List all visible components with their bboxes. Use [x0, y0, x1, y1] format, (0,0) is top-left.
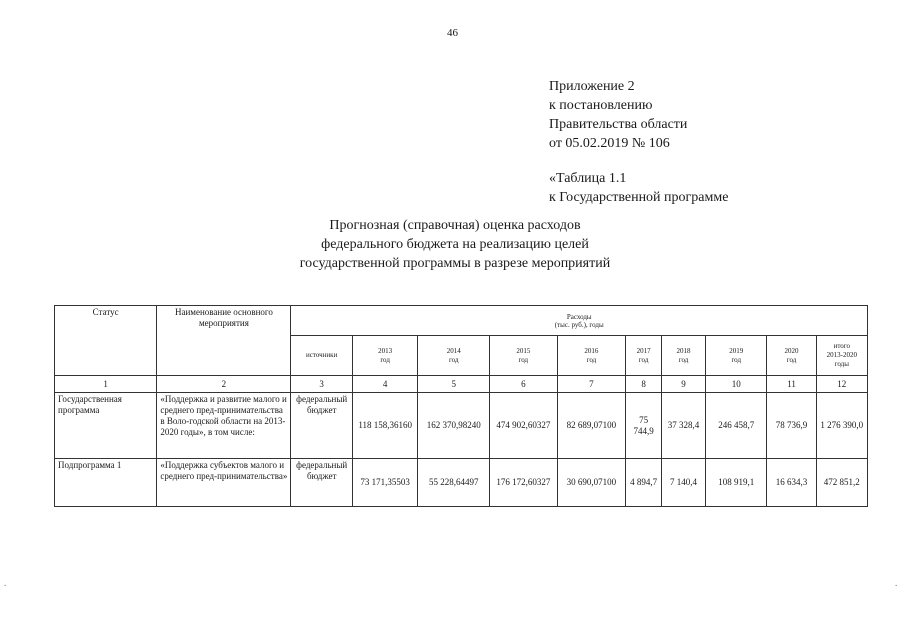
header-year: 2013 год [352, 336, 418, 376]
header-year: 2014 год [418, 336, 490, 376]
value-cell: 246 458,7 [706, 393, 767, 459]
header-expenses [291, 306, 868, 336]
appendix-line: Приложение 2 [549, 79, 635, 94]
value-cell: 75 744,9 [626, 393, 662, 459]
value-cell: 4 894,7 [626, 459, 662, 507]
value-cell: 472 851,2 [816, 459, 867, 507]
value-cell: 118 158,36160 [352, 393, 418, 459]
header-total: итого 2013-2020 годы [816, 336, 867, 376]
header-status: Статус [55, 306, 157, 376]
header-year: 2017 год [626, 336, 662, 376]
expenses-label: Расходы [566, 312, 592, 321]
header-year: 2020 год [767, 336, 816, 376]
appendix-line: к постановлению [549, 98, 653, 113]
header-year: 2015 год [490, 336, 558, 376]
scan-mark-right: . [895, 578, 898, 588]
index-cell: 4 [352, 376, 418, 393]
value-cell: 474 902,60327 [490, 393, 558, 459]
index-cell: 9 [662, 376, 706, 393]
row-source: федеральный бюджет [291, 393, 352, 459]
title-line: Прогнозная (справочная) оценка расходов [329, 218, 581, 233]
header-event-name: Наименование основного мероприятия [157, 306, 291, 376]
header-year: 2019 год [706, 336, 767, 376]
header-year: 2016 год [557, 336, 626, 376]
title-line: государственной программы в разрезе мероприятий [299, 256, 611, 271]
index-cell: 5 [418, 376, 490, 393]
table-row [55, 393, 868, 459]
row-source: федеральный бюджет [291, 459, 352, 507]
appendix-block [549, 77, 728, 207]
index-cell: 7 [557, 376, 626, 393]
value-cell: 78 736,9 [767, 393, 816, 459]
index-cell: 2 [157, 376, 291, 393]
row-status: Государственная программа [55, 393, 157, 459]
value-cell: 176 172,60327 [490, 459, 558, 507]
index-cell: 3 [291, 376, 352, 393]
appendix-line: Правительства области [549, 117, 688, 132]
page-number: 46 [447, 27, 458, 39]
value-cell: 162 370,98240 [418, 393, 490, 459]
row-event: «Поддержка субъектов малого и среднего пред-принимательства» [157, 459, 291, 507]
index-cell: 11 [767, 376, 816, 393]
header-year: 2018 год [662, 336, 706, 376]
appendix-line: к Государственной программе [549, 190, 729, 205]
index-cell: 6 [490, 376, 558, 393]
row-event: «Поддержка и развитие малого и среднего пред-принимательства в Воло-годской области на 2013-2020 годы», в том числе: [157, 393, 291, 459]
index-cell: 1 [55, 376, 157, 393]
row-status: Подпрограмма 1 [55, 459, 157, 507]
value-cell: 55 228,64497 [418, 459, 490, 507]
index-cell: 10 [706, 376, 767, 393]
title-line: федерального бюджета на реализацию целей [321, 237, 589, 252]
expenses-table [54, 305, 868, 507]
value-cell: 16 634,3 [767, 459, 816, 507]
scan-mark-left: . [4, 578, 7, 588]
appendix-line: от 05.02.2019 № 106 [549, 136, 670, 151]
value-cell: 73 171,35503 [352, 459, 418, 507]
appendix-line: «Таблица 1.1 [549, 171, 627, 186]
value-cell: 37 328,4 [662, 393, 706, 459]
value-cell: 30 690,07100 [557, 459, 626, 507]
document-title [255, 216, 655, 273]
table-row [55, 459, 868, 507]
expenses-unit: (тыс. руб.), годы [554, 320, 604, 329]
value-cell: 1 276 390,0 [816, 393, 867, 459]
index-cell: 12 [816, 376, 867, 393]
value-cell: 108 919,1 [706, 459, 767, 507]
index-cell: 8 [626, 376, 662, 393]
header-sources: источники [291, 336, 352, 376]
value-cell: 7 140,4 [662, 459, 706, 507]
value-cell: 82 689,07100 [557, 393, 626, 459]
